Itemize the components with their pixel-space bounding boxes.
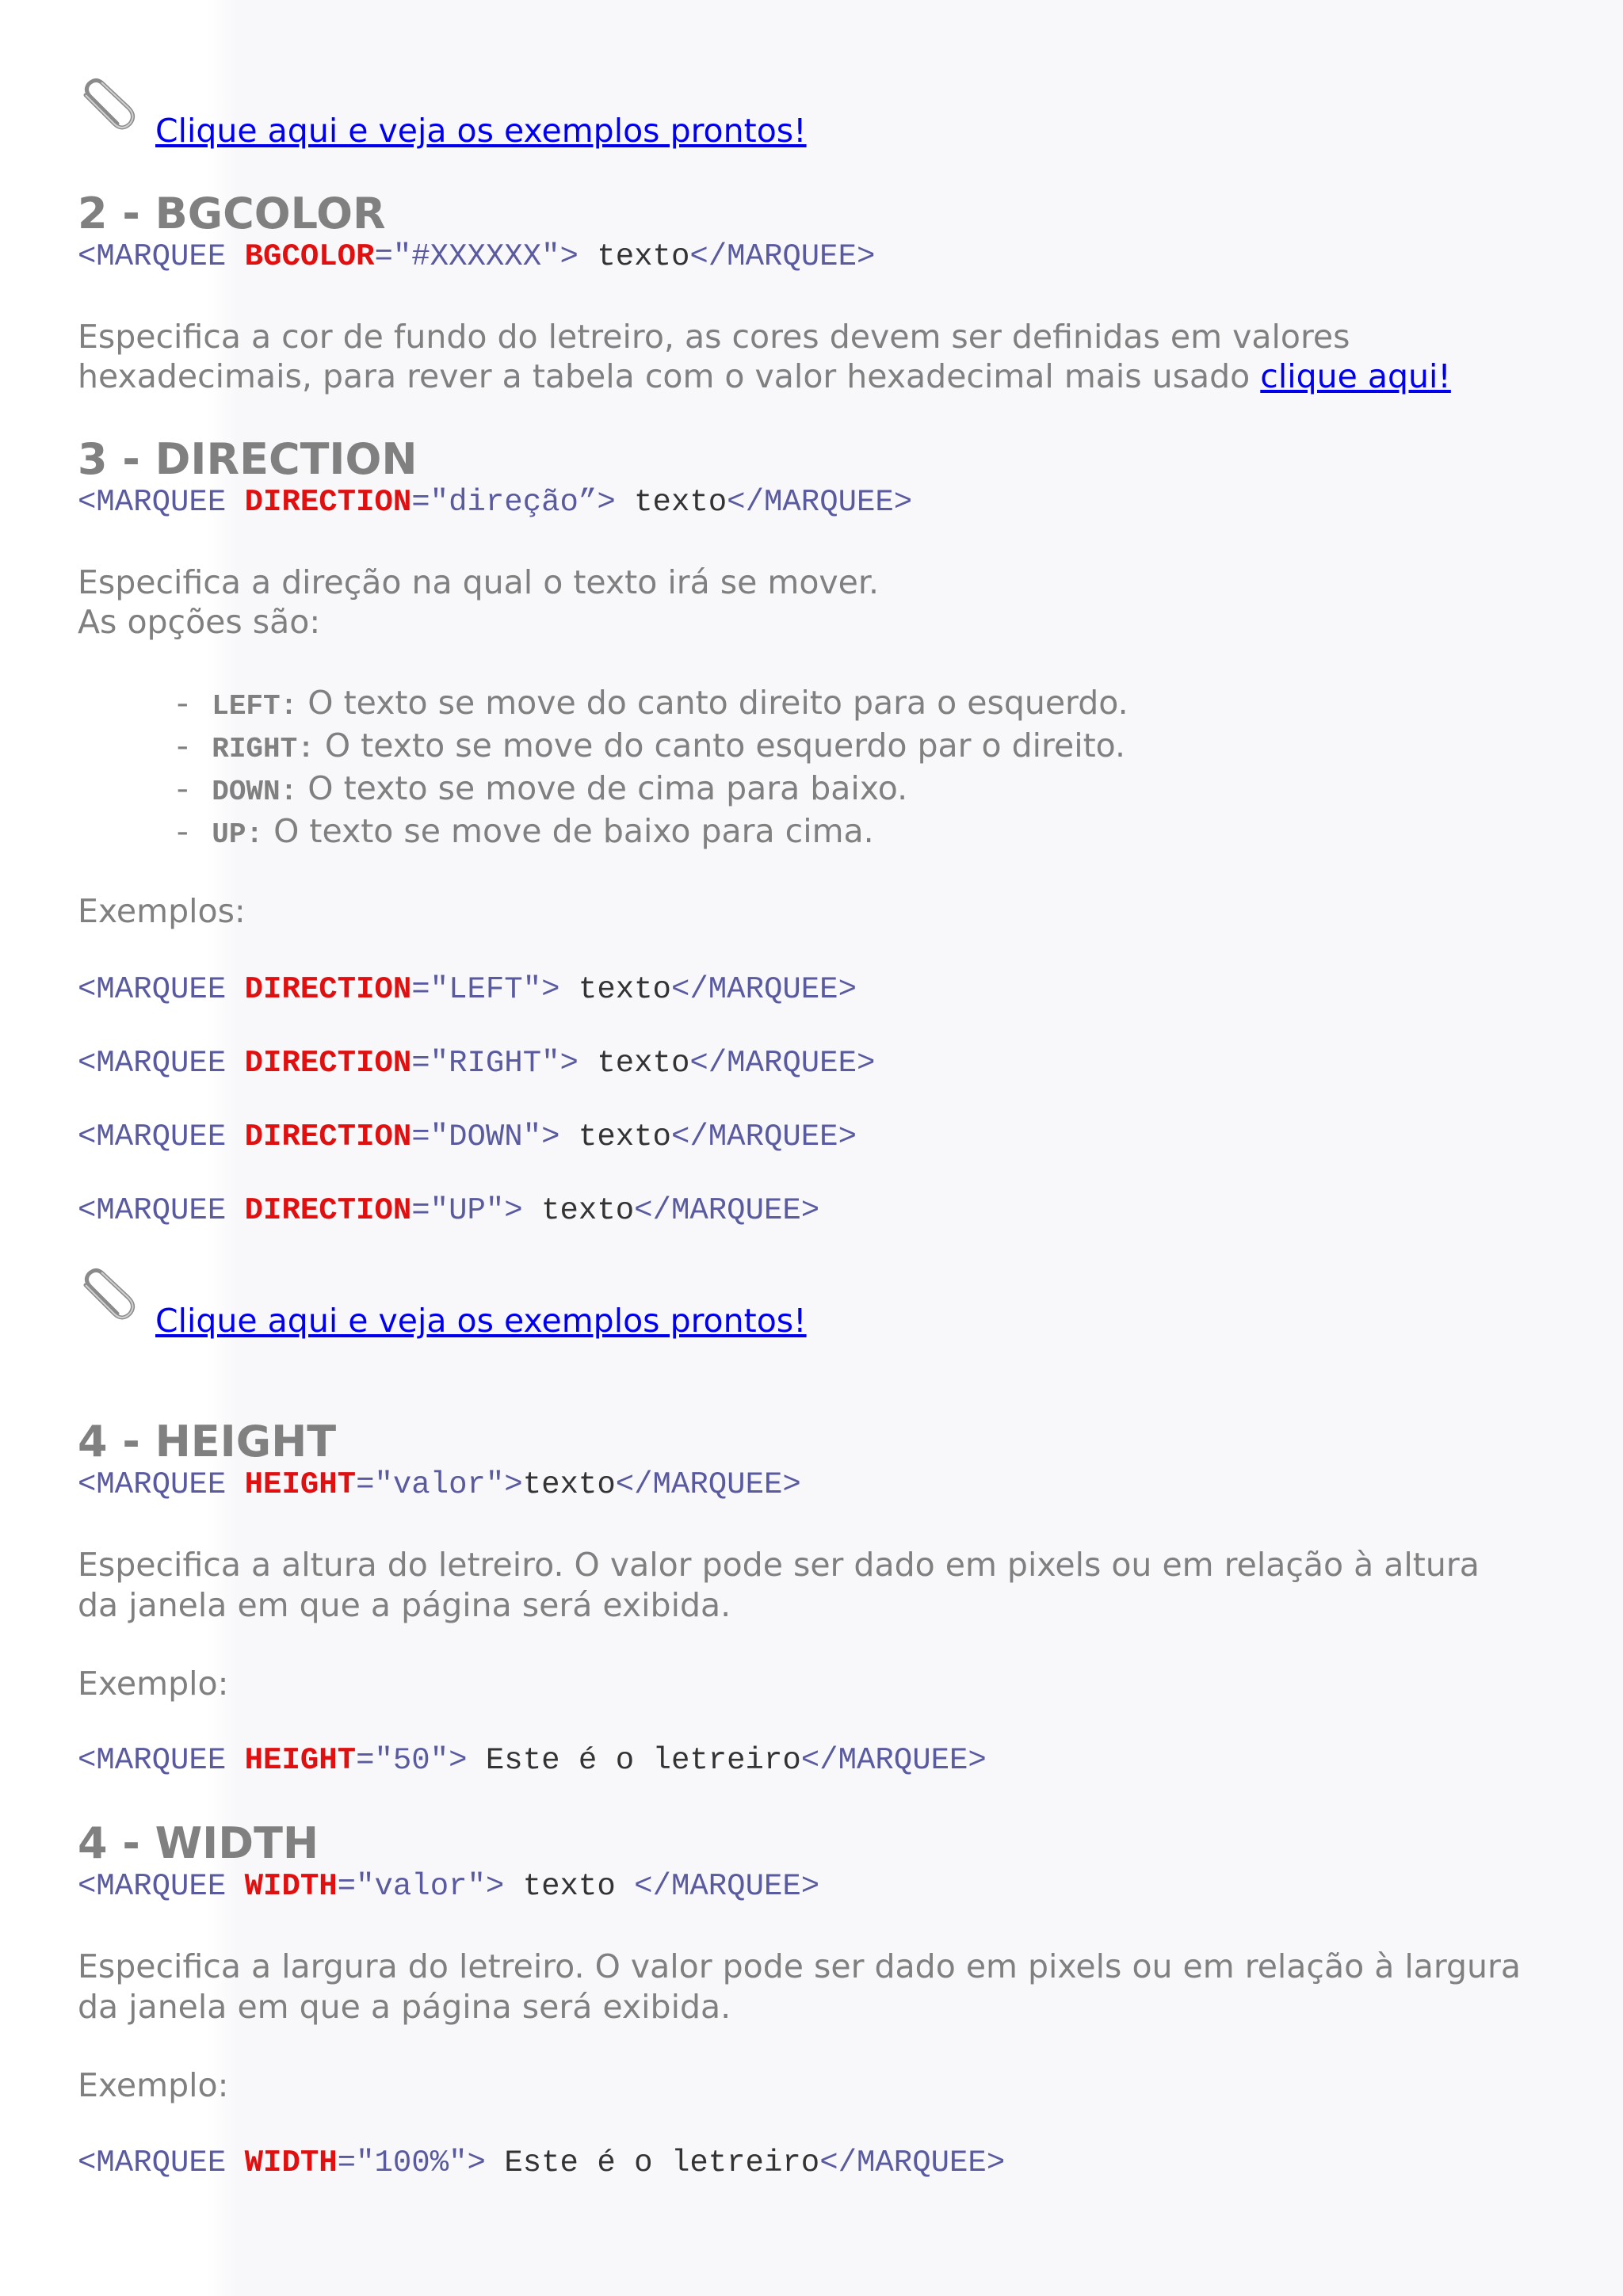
- code-example: <MARQUEE DIRECTION="RIGHT"> texto</MARQUEE>: [78, 1046, 876, 1081]
- width-desc-line2: da janela em que a página será exibida.: [78, 1988, 731, 2026]
- code-height: <MARQUEE HEIGHT="valor">texto</MARQUEE>: [78, 1467, 801, 1502]
- section-heading-width: 4 - WIDTH: [78, 1818, 319, 1868]
- paperclip-icon: [78, 78, 143, 143]
- direction-desc-line2: As opções são:: [78, 603, 321, 641]
- bgcolor-desc-line1: Especifica a cor de fundo do letreiro, as cores devem ser definidas em valores: [78, 318, 1350, 356]
- direction-desc-line1: Especifica a direção na qual o texto irá se mover.: [78, 563, 880, 601]
- examples-label: Exemplos:: [78, 892, 246, 930]
- list-item: - LEFT: O texto se move do canto direito para o esquerdo.: [173, 684, 1128, 724]
- code-height-example: <MARQUEE HEIGHT="50"> Este é o letreiro</MARQUEE>: [78, 1743, 987, 1778]
- bgcolor-desc-line2: hexadecimais, para rever a tabela com o valor hexadecimal mais usado clique aqui!: [78, 357, 1451, 395]
- code-example: <MARQUEE DIRECTION="UP"> texto</MARQUEE>: [78, 1193, 820, 1228]
- width-desc-line1: Especifica a largura do letreiro. O valor pode ser dado em pixels ou em relação à largura: [78, 1947, 1522, 1985]
- examples-link[interactable]: Clique aqui e veja os exemplos prontos!: [155, 112, 807, 150]
- list-item: - RIGHT: O texto se move do canto esquerdo par o direito.: [173, 727, 1126, 767]
- section-heading-bgcolor: 2 - BGCOLOR: [78, 189, 386, 238]
- examples-link[interactable]: Clique aqui e veja os exemplos prontos!: [155, 1302, 807, 1340]
- height-desc-line2: da janela em que a página será exibida.: [78, 1586, 731, 1624]
- code-direction: <MARQUEE DIRECTION="direção”> texto</MARQUEE>: [78, 485, 913, 520]
- code-width: <MARQUEE WIDTH="valor"> texto </MARQUEE>: [78, 1869, 820, 1904]
- paperclip-icon: [78, 1268, 143, 1333]
- list-item: - UP: O texto se move de baixo para cima.: [173, 812, 874, 852]
- list-item: - DOWN: O texto se move de cima para baixo.: [173, 769, 908, 810]
- code-example: <MARQUEE DIRECTION="LEFT"> texto</MARQUEE>: [78, 972, 857, 1007]
- height-desc-line1: Especifica a altura do letreiro. O valor pode ser dado em pixels ou em relação à altura: [78, 1546, 1480, 1584]
- section-heading-direction: 3 - DIRECTION: [78, 434, 418, 484]
- color-table-link[interactable]: clique aqui!: [1260, 357, 1451, 395]
- code-width-example: <MARQUEE WIDTH="100%"> Este é o letreiro</MARQUEE>: [78, 2145, 1006, 2180]
- section-heading-height: 4 - HEIGHT: [78, 1417, 337, 1466]
- width-example-label: Exemplo:: [78, 2066, 229, 2104]
- code-example: <MARQUEE DIRECTION="DOWN"> texto</MARQUEE>: [78, 1119, 857, 1154]
- code-bgcolor: <MARQUEE BGCOLOR="#XXXXXX"> texto</MARQUEE>: [78, 239, 876, 274]
- height-example-label: Exemplo:: [78, 1665, 229, 1703]
